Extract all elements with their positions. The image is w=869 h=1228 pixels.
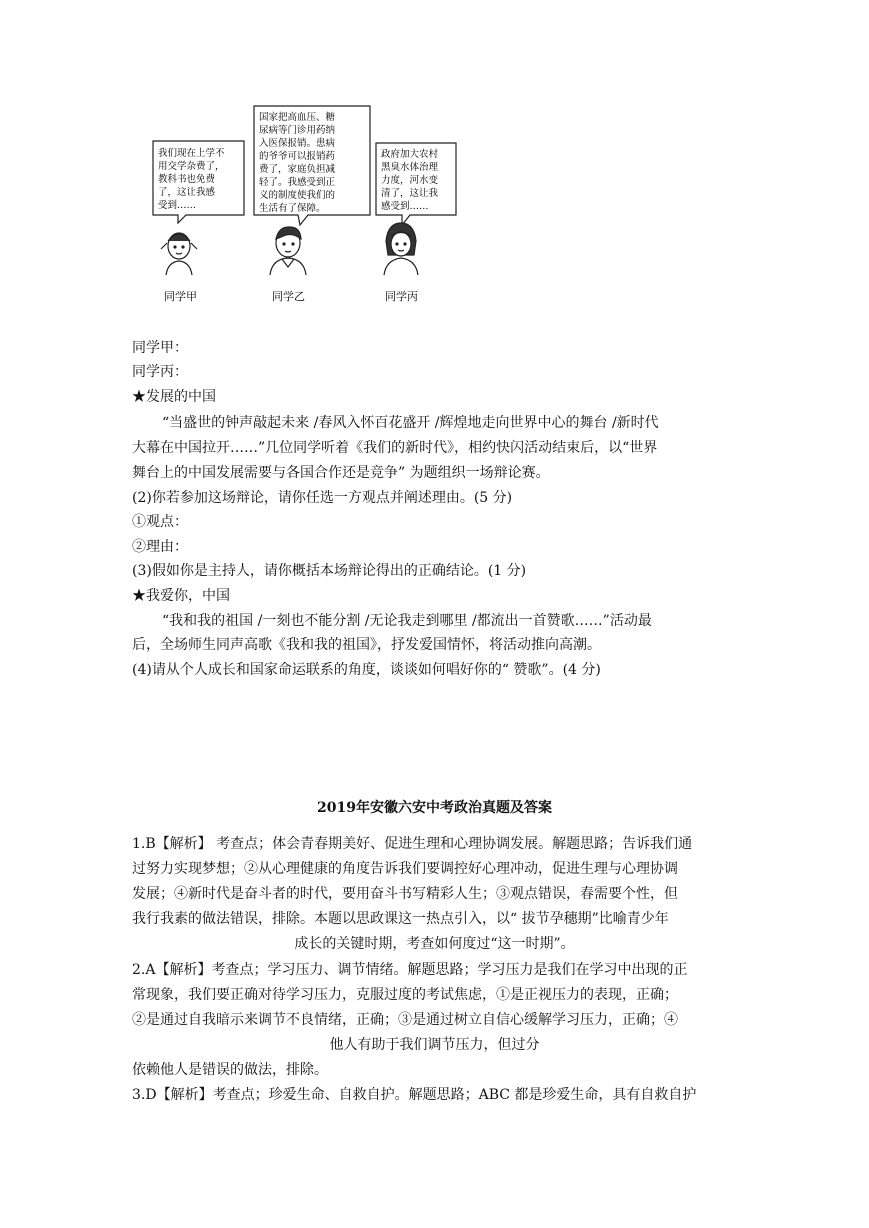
answer-line: 1.B【解析】 考查点；体会青春期美好、促进生理和心理协调发展。解题思路；告诉我们通 <box>132 836 693 852</box>
student-c-figure <box>384 223 418 275</box>
answer-blank-student-c: 同学丙： <box>132 364 188 380</box>
svg-text:的爷爷可以报销药 <box>259 150 336 162</box>
answer-line: 我行我素的做法错误，排除。本题以思政课这一热点引入，以“ 拔节孕穗期”比喻青少年 <box>132 911 669 927</box>
bubble-3-line: 感受到…… <box>381 201 429 212</box>
svg-text:费了，家庭负担减 <box>259 163 336 175</box>
student-a-figure <box>161 233 197 275</box>
paragraph-line: “我和我的祖国 /一刻也不能分割 /无论我走到哪里 /都流出一首赞歌……”活动最 <box>162 613 652 629</box>
caption-student-b: 同学乙 <box>272 290 305 303</box>
paragraph-line: 大幕在中国拉开……”几位同学听着《我们的新时代》，相约快闪活动结束后，以“世界 <box>132 440 658 456</box>
paragraph-line: 舞台上的中国发展需要与各国合作还是竞争” 为题组织一场辩论赛。 <box>132 465 550 481</box>
svg-text:同学丙 <box>385 290 418 303</box>
answer-line: 发展；④新时代是奋斗者的时代，要用奋斗书写精彩人生；③观点错误，春需要个性，但 <box>132 886 678 902</box>
question-4: (4)请从个人成长和国家命运联系的角度，谈谈如何唱好你的“ 赞歌”。(4 分) <box>132 662 601 678</box>
section-heading-developing-china: ★发展的中国 <box>132 389 216 405</box>
paragraph-line: “当盛世的钟声敲起未来 /春风入怀百花盛开 /辉煌地走向世界中心的舞台 /新时代 <box>162 415 659 431</box>
svg-text:轻了。我感受到正 <box>259 176 336 188</box>
svg-text:感受到…… <box>381 200 429 212</box>
svg-text:国家把高血压、糖 <box>259 111 336 123</box>
paragraph-line: 后，全场师生同声高歌《我和我的祖国》，抒发爱国情怀，将活动推向高潮。 <box>132 637 601 653</box>
comic-illustration <box>148 103 466 306</box>
question-3: (3)假如你是主持人，请你概括本场辩论得出的正确结论。(1 分) <box>132 563 527 579</box>
bubble-2-line: 尿病等门诊用药纳 <box>259 125 336 136</box>
answer-line: 3.D【解析】考查点；珍爱生命、自救自护。解题思路；ABC 都是珍爱生命，具有自救自护 <box>132 1087 697 1103</box>
bubble-1-line: 教科书也免费 <box>158 174 216 185</box>
answer-line: 成长的关键时期，考查如何度过“这一时期”。 <box>294 936 575 952</box>
svg-text:政府加大农村 <box>381 148 439 160</box>
bubble-2-line: 入医保报销。患病 <box>259 138 336 149</box>
answer-blank-reason: ②理由： <box>132 539 188 555</box>
svg-text:教科书也免费 <box>158 173 216 185</box>
bubble-1-line: 用交学杂费了， <box>158 161 225 172</box>
svg-text:入医保报销。患病 <box>259 137 336 149</box>
answer-line: 常现象，我们要正确对待学习压力，克服过度的考试焦虑，①是正视压力的表现，正确； <box>132 987 678 1003</box>
bubble-2-line: 的爷爷可以报销药 <box>259 151 336 162</box>
svg-text:生活有了保障。 <box>259 202 326 214</box>
bubble-2-line: 国家把高血压、糖 <box>259 112 336 123</box>
answer-blank-viewpoint: ①观点： <box>132 514 188 530</box>
speech-bubble-2 <box>254 106 370 225</box>
bubble-1-line: 受到…… <box>158 200 197 211</box>
svg-text:尿病等门诊用药纳 <box>259 124 336 136</box>
svg-text:同学乙 <box>272 290 305 303</box>
svg-text:黑臭水体治理 <box>381 161 439 173</box>
answer-line: 他人有助于我们调节压力，但过分 <box>329 1037 540 1053</box>
svg-text:力度，河水变 <box>381 174 439 186</box>
svg-text:了，这让我感 <box>158 186 216 198</box>
bubble-3-line: 力度，河水变 <box>381 175 439 186</box>
svg-text:我们现在上学不 <box>158 147 225 159</box>
bubble-2-line: 生活有了保障。 <box>259 203 326 214</box>
question-2: (2)你若参加这场辩论，请你任选一方观点并阐述理由。(5 分) <box>132 490 513 506</box>
speech-bubble-3 <box>376 143 456 225</box>
speech-bubble-1 <box>153 141 244 223</box>
bubble-1-line: 我们现在上学不 <box>158 148 225 159</box>
bubble-2-line: 义的制度使我们的 <box>259 190 336 201</box>
bubble-3-line: 清了，这让我 <box>381 188 439 199</box>
student-b-figure <box>270 227 306 275</box>
answer-line: 依赖他人是错误的做法，排除。 <box>132 1062 328 1078</box>
bubble-1-line: 了，这让我感 <box>158 187 216 198</box>
caption-student-c: 同学丙 <box>385 290 418 303</box>
svg-text:清了，这让我 <box>381 187 439 199</box>
svg-text:义的制度使我们的 <box>259 189 336 201</box>
bubble-3-line: 黑臭水体治理 <box>381 162 439 173</box>
bubble-2-line: 费了，家庭负担减 <box>259 164 336 175</box>
caption-student-a: 同学甲 <box>164 290 197 303</box>
bubble-2-line: 轻了。我感受到正 <box>259 177 336 188</box>
bubble-3-line: 政府加大农村 <box>381 149 439 160</box>
answer-line: 2.A【解析】考查点；学习压力、调节情绪。解题思路；学习压力是我们在学习中出现的正 <box>132 962 688 978</box>
answer-line: ②是通过自我暗示来调节不良情绪，正确；③是通过树立自信心缓解学习压力，正确；④ <box>132 1012 678 1028</box>
svg-text:用交学杂费了， <box>158 160 225 172</box>
answer-line: 过努力实现梦想；②从心理健康的角度告诉我们要调控好心理冲动，促进生理与心理协调 <box>132 861 678 877</box>
answer-title: 2019年安徽六安中考政治真题及答案 <box>317 800 552 816</box>
answer-blank-student-a: 同学甲： <box>132 340 188 356</box>
svg-text:受到…… <box>158 199 196 211</box>
svg-text:同学甲 <box>164 290 197 303</box>
section-heading-love-china: ★我爱你，中国 <box>132 588 230 604</box>
